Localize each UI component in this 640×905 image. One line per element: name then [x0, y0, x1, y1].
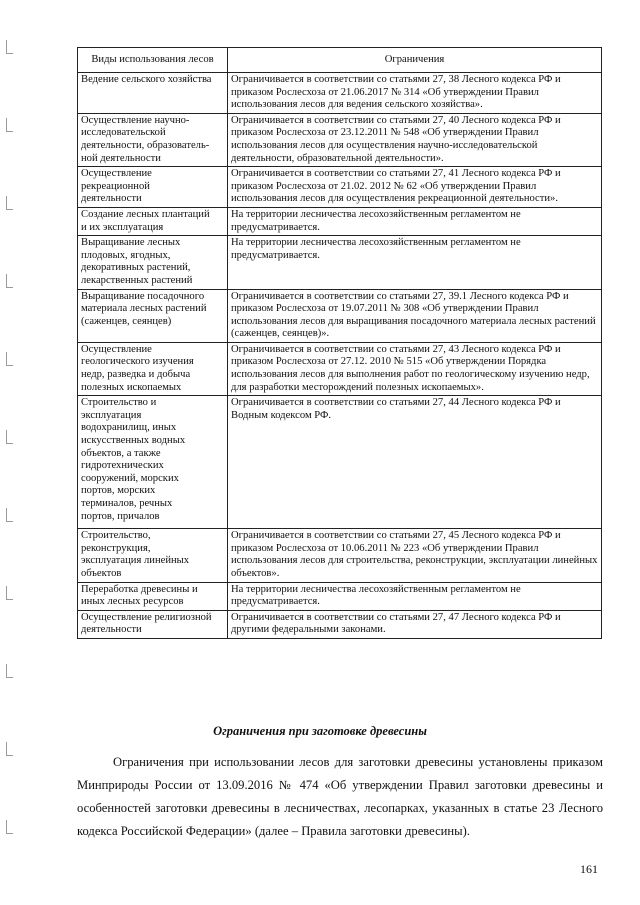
forest-use-cell: Выращивание лесных плодовых, ягодных, декоративных растений, лекарственных растений: [78, 236, 228, 289]
forest-use-cell: Осуществление религиозной деятельности: [78, 610, 228, 638]
forest-use-cell: Строительство, реконструкция, эксплуатация линейных объектов: [78, 529, 228, 582]
forest-use-cell: Выращивание посадочного материала лесных растений (саженцев, сеянцев): [78, 289, 228, 342]
restriction-cell: Ограничивается в соответствии со статьями 27, 43 Лесного кодекса РФ и приказом Рослесхоза от 27.12. 2010 № 515 «Об утверждении Порядка использования лесов для выполнения работ по геологическому изучению недр, для разработки месторождений полезных ископаемых».: [228, 342, 602, 395]
table-row: [78, 582, 602, 610]
table-row: [78, 342, 602, 395]
forest-use-cell: Осуществление научно- исследовательской деятельности, образователь- ной деятельности: [78, 113, 228, 166]
restriction-cell: На территории лесничества лесохозяйственным регламентом не предусматривается.: [228, 236, 602, 289]
forest-use-cell: Строительство и эксплуатация водохранилищ, иных искусственных водных объектов, а также гидротехнических сооружений, морских портов, морских терминалов, речных портов, причалов: [78, 396, 228, 529]
header-forest-use: Виды использования лесов: [78, 48, 228, 73]
body-paragraph: Ограничения при использовании лесов для заготовки древесины установлены приказом Минприроды России от 13.09.2016 № 474 «Об утверждении Правил заготовки древесины и особенностей заготовки древесины в лесничествах, лесопарках, указанных в статье 23 Лесного кодекса Российской Федерации» (далее – Правила заготовки древесины).: [77, 755, 603, 838]
restriction-cell: Ограничивается в соответствии со статьями 27, 44 Лесного кодекса РФ и Водным кодексом РФ.: [228, 396, 602, 529]
table-row: [78, 207, 602, 235]
binding-mark: [6, 196, 17, 210]
table-row: [78, 529, 602, 582]
binding-mark: [6, 352, 17, 366]
table-row: [78, 396, 602, 529]
binding-mark: [6, 40, 17, 54]
restriction-cell: Ограничивается в соответствии со статьями 27, 39.1 Лесного кодекса РФ и приказом Рослесхоза от 19.07.2011 № 308 «Об утверждении Правил использования лесов для выращивания посадочного материала лесных растений (саженцев, сеянцев)».: [228, 289, 602, 342]
binding-mark: [6, 820, 17, 834]
forest-use-cell: Осуществление геологического изучения недр, разведка и добыча полезных ископаемых: [78, 342, 228, 395]
restriction-cell: На территории лесничества лесохозяйственным регламентом не предусматривается.: [228, 582, 602, 610]
restriction-cell: Ограничивается в соответствии со статьями 27, 47 Лесного кодекса РФ и другими федеральными законами.: [228, 610, 602, 638]
restriction-cell: Ограничивается в соответствии со статьями 27, 38 Лесного кодекса РФ и приказом Рослесхоза от 21.06.2017 № 314 «Об утверждении Правил использования лесов для ведения сельского хозяйства».: [228, 73, 602, 114]
page-number: 161: [580, 862, 598, 876]
binding-mark: [6, 274, 17, 288]
header-restrictions: Ограничения: [228, 48, 602, 73]
forest-use-cell: Переработка древесины и иных лесных ресурсов: [78, 582, 228, 610]
table-header-row: [78, 48, 602, 73]
binding-marks: [6, 0, 22, 905]
binding-mark: [6, 664, 17, 678]
section-heading: Ограничения при заготовке древесины: [213, 724, 427, 738]
binding-mark: [6, 508, 17, 522]
restriction-cell: Ограничивается в соответствии со статьями 27, 45 Лесного кодекса РФ и приказом Рослесхоза от 10.06.2011 № 223 «Об утверждении Правил использования лесов для строительства, реконструкции, эксплуатации линейных объектов».: [228, 529, 602, 582]
table-row: [78, 236, 602, 289]
table-row: [78, 610, 602, 638]
table-row: [78, 73, 602, 114]
binding-mark: [6, 430, 17, 444]
restrictions-table: [77, 47, 602, 639]
restriction-cell: На территории лесничества лесохозяйственным регламентом не предусматривается.: [228, 207, 602, 235]
restriction-cell: Ограничивается в соответствии со статьями 27, 40 Лесного кодекса РФ и приказом Рослесхоза от 23.12.2011 № 548 «Об утверждении Правил использования лесов для осуществления научно-исследовательской деятельности, образовательной деятельности».: [228, 113, 602, 166]
restriction-cell: Ограничивается в соответствии со статьями 27, 41 Лесного кодекса РФ и приказом Рослесхоза от 21.02. 2012 № 62 «Об утверждении Правил использования лесов для осуществления рекреационной деятельности».: [228, 167, 602, 208]
table-row: [78, 113, 602, 166]
binding-mark: [6, 742, 17, 756]
binding-mark: [6, 118, 17, 132]
binding-mark: [6, 586, 17, 600]
forest-use-cell: Ведение сельского хозяйства: [78, 73, 228, 114]
table-row: [78, 289, 602, 342]
forest-use-cell: Осуществление рекреационной деятельности: [78, 167, 228, 208]
forest-use-cell: Создание лесных плантаций и их эксплуатация: [78, 207, 228, 235]
table-row: [78, 167, 602, 208]
